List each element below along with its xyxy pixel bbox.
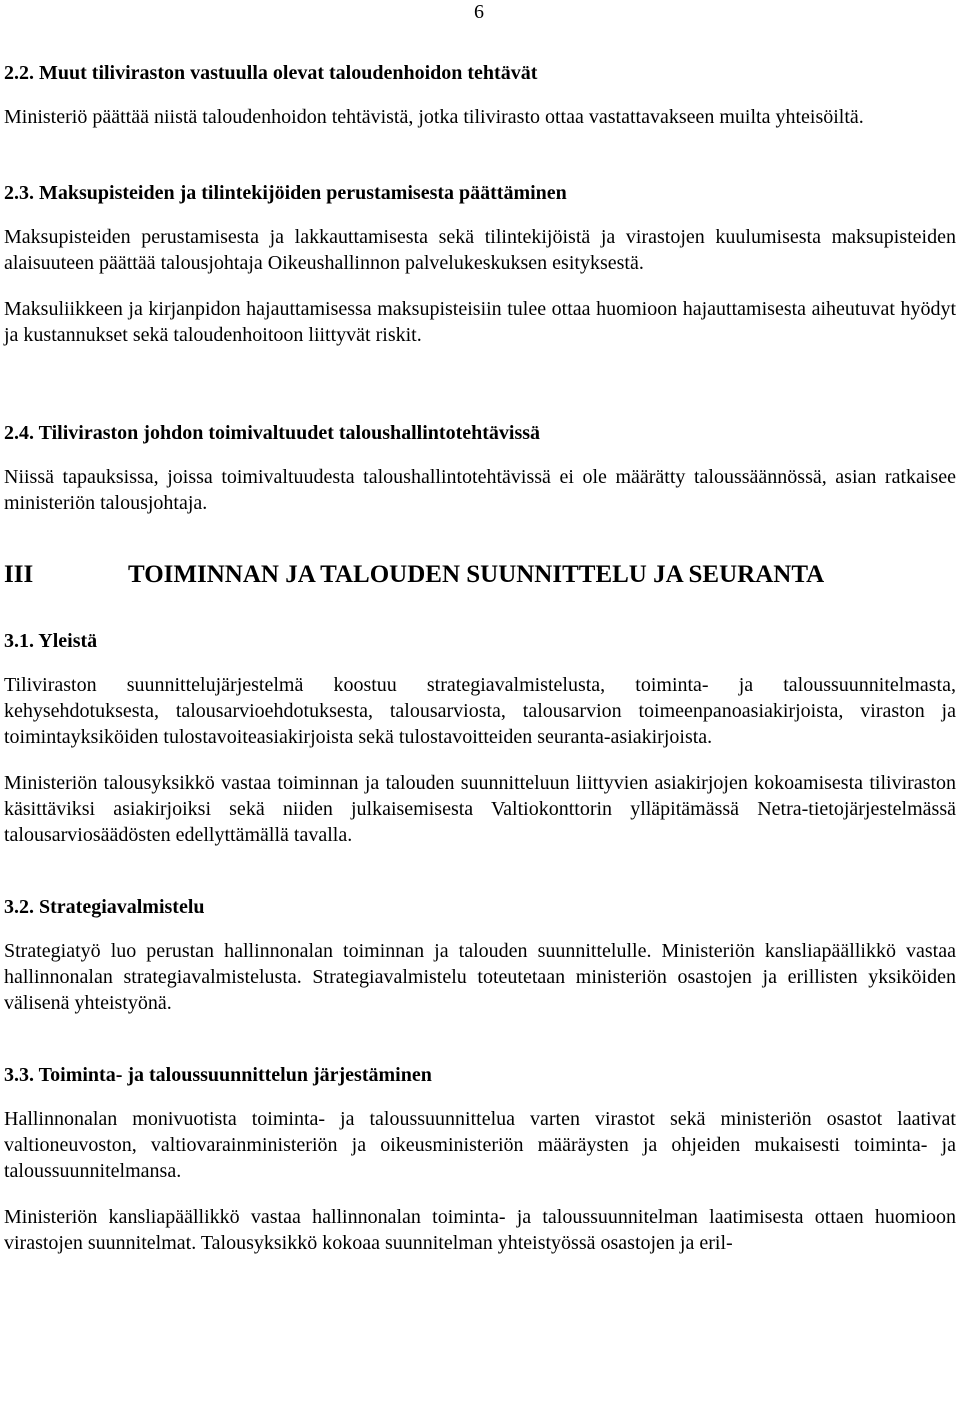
section-heading-2-3: 2.3. Maksupisteiden ja tilintekijöiden perustamisesta päättäminen (4, 182, 567, 204)
paragraph-3-1-1: Tiliviraston suunnittelujärjestelmä koostuu strategiavalmistelusta, toiminta- ja taloussuunnitelmasta, kehysehdotuksesta, talousarvioehdotuksesta, talousarviosta, talousarvion toimeenpanoasiakirjoista, viraston ja toimintayksiköiden tulostavoiteasiakirjoista sekä tulostavoitteiden seuranta-asiakirjoista. (4, 674, 956, 748)
part-roman-numeral: III (4, 561, 34, 588)
paragraph-3-3-1: Hallinnonalan monivuotista toiminta- ja taloussuunnittelua varten virastot sekä ministeriön osastot laativat valtioneuvoston, valtiovarainministeriön ja oikeusministeriön määräysten ja ohjeiden mukaisesti toiminta- ja taloussuunnitelmansa. (4, 1108, 956, 1182)
part-heading (4, 560, 956, 590)
section-heading-3-2: 3.2. Strategiavalmistelu (4, 896, 205, 918)
paragraph-3-1-2: Ministeriön talousyksikkö vastaa toiminnan ja talouden suunnitteluun liittyvien asiakirjojen kokoamisesta tiliviraston käsittäviksi asiakirjoiksi sekä niiden julkaisemisesta Valtiokonttorin ylläpitämässä Netra-tietojärjestelmässä talousarviosäädösten edellyttämällä tavalla. (4, 772, 956, 846)
section-heading-2-4: 2.4. Tiliviraston johdon toimivaltuudet taloushallintotehtävissä (4, 422, 541, 444)
section-heading-3-1: 3.1. Yleistä (4, 630, 98, 652)
paragraph-2-3-2: Maksuliikkeen ja kirjanpidon hajauttamisessa maksupisteisiin tulee ottaa huomioon hajauttamisesta aiheutuvat hyödyt ja kustannukset sekä taloudenhoitoon liittyvät riskit. (4, 298, 956, 346)
section-heading-3-3: 3.3. Toiminta- ja taloussuunnittelun järjestäminen (4, 1064, 432, 1086)
paragraph-3-2-1: Strategiatyö luo perustan hallinnonalan toiminnan ja talouden suunnittelulle. Ministeriön kansliapäällikkö vastaa hallinnonalan strategiavalmistelusta. Strategiavalmistelu toteutetaan ministeriön osastojen ja erillisten yksiköiden välisenä yhteistyönä. (4, 940, 956, 1014)
paragraph-2-4-1: Niissä tapauksissa, joissa toimivaltuudesta taloushallintotehtävissä ei ole määrätty taloussäännössä, asian ratkaisee ministeriön talousjohtaja. (4, 466, 956, 514)
section-heading-2-2: 2.2. Muut tiliviraston vastuulla olevat taloudenhoidon tehtävät (4, 62, 538, 84)
paragraph-2-2-1: Ministeriö päättää niistä taloudenhoidon tehtävistä, jotka tilivirasto ottaa vastattavakseen muilta yhteisöiltä. (4, 106, 864, 128)
paragraph-2-3-1: Maksupisteiden perustamisesta ja lakkauttamisesta sekä tilintekijöistä ja virastojen kuulumisesta maksupisteiden alaisuuteen päättää talousjohtaja Oikeushallinnon palvelukeskuksen esityksestä. (4, 226, 956, 274)
document-body (4, 60, 956, 1256)
paragraph-3-3-2: Ministeriön kansliapäällikkö vastaa hallinnonalan toiminta- ja taloussuunnitelman laatimisesta ottaen huomioon virastojen suunnitelmat. Talousyksikkö kokoaa suunnitelman yhteistyössä osastojen ja eril- (4, 1206, 956, 1254)
page-number: 6 (474, 1, 484, 23)
part-title: TOIMINNAN JA TALOUDEN SUUNNITTELU JA SEURANTA (128, 561, 825, 588)
